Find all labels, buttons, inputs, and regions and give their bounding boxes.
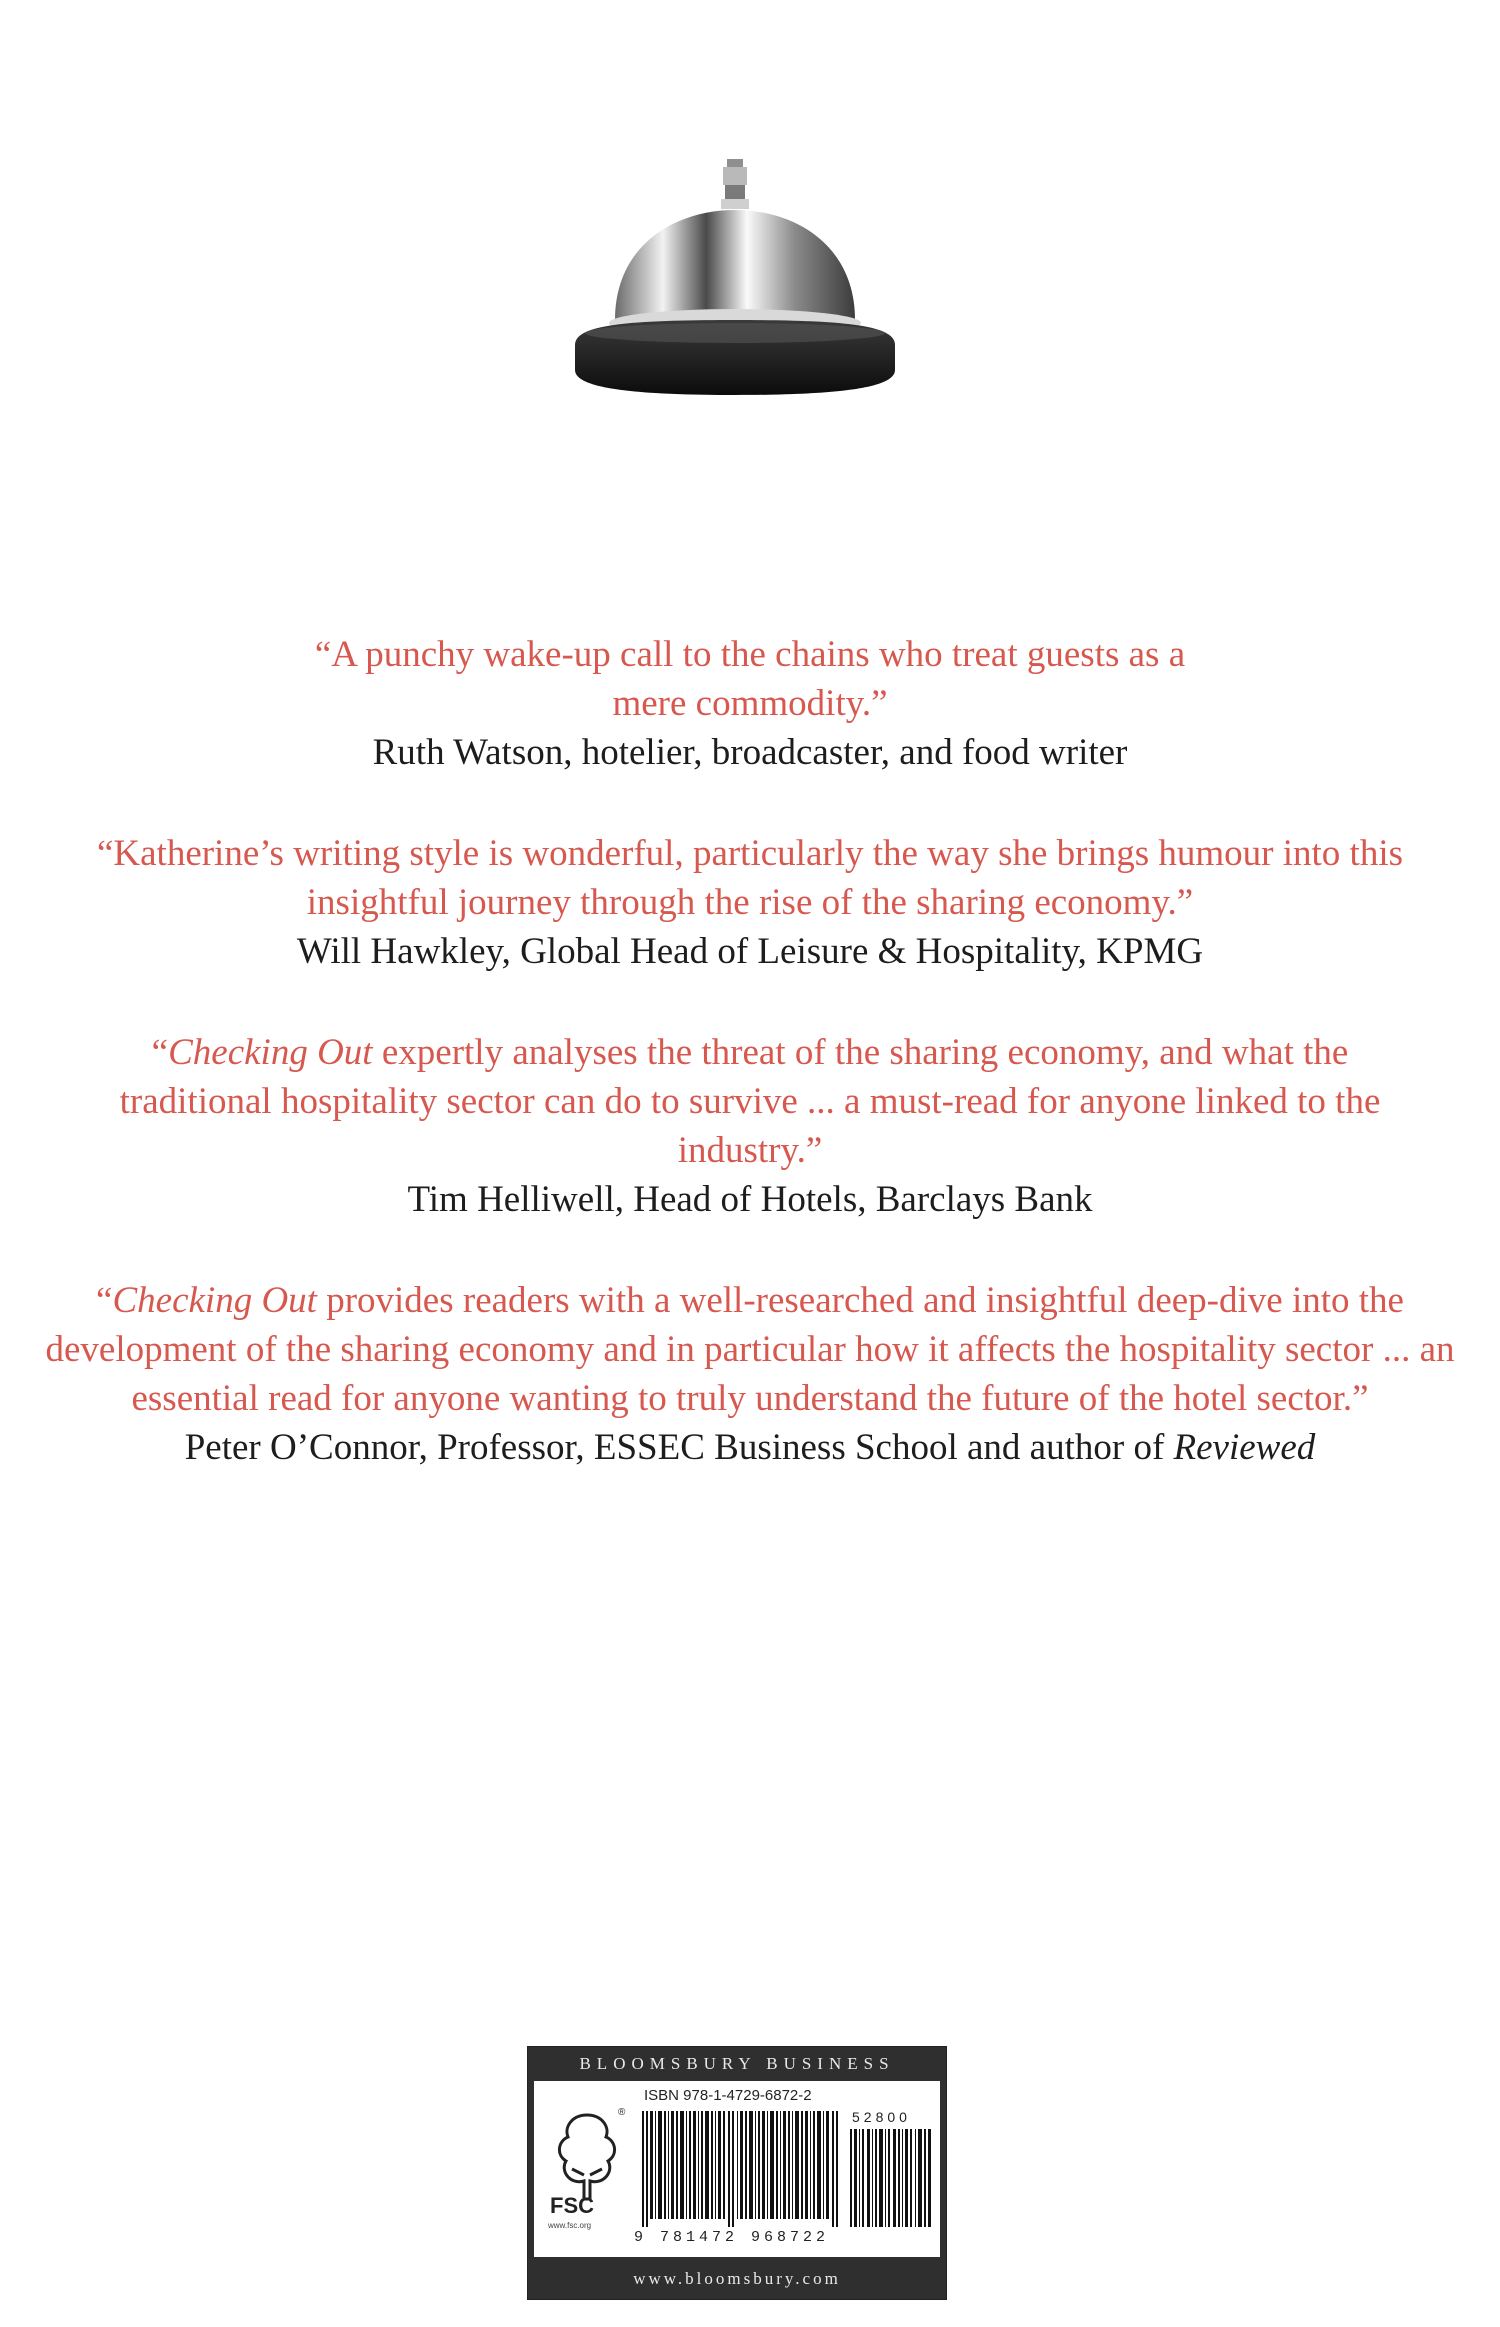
endorsement-1: [40, 630, 1460, 777]
quote-author: Tim Helliwell, Head of Hotels, Barclays Bank: [407, 1179, 1093, 1220]
barcode-area: [534, 2081, 940, 2257]
quote-open-mark: “: [96, 1280, 113, 1321]
fsc-label: FSC: [550, 2193, 594, 2218]
price-code: 52800: [852, 2109, 911, 2125]
barcode-panel: [527, 2046, 947, 2300]
book-title: Checking Out: [168, 1032, 373, 1073]
endorsement-3: [40, 1028, 1460, 1224]
svg-text:®: ®: [618, 2107, 626, 2118]
author-main: Peter O’Connor, Professor, ESSEC Business School and author of: [184, 1427, 1174, 1468]
quote-text: [40, 1276, 1460, 1423]
price-barcode: [850, 2129, 934, 2227]
author-book-title: Reviewed: [1173, 1427, 1316, 1468]
quote-body: expertly analyses the threat of the sharing economy, and what the traditional hospitality sector can do to survive ... a must-read for anyone linked to the industry.”: [119, 1032, 1381, 1171]
barcode-digits: 9 781472 968722: [634, 2229, 830, 2246]
quote-text: “A punchy wake-up call to the chains who treat guests as a mere commodity.”: [314, 634, 1186, 724]
quote-author: Ruth Watson, hotelier, broadcaster, and food writer: [372, 732, 1128, 773]
isbn-number: ISBN 978-1-4729-6872-2: [644, 2087, 812, 2104]
ean-barcode: [642, 2111, 842, 2227]
service-bell-image: [565, 155, 905, 415]
fsc-url: www.fsc.org: [548, 2221, 592, 2230]
quote-author: [40, 1423, 1460, 1472]
endorsements: [40, 630, 1460, 1524]
quote-open-mark: “: [151, 1032, 169, 1073]
publisher-imprint: BLOOMSBURY BUSINESS: [579, 2054, 895, 2073]
endorsement-2: [40, 829, 1460, 976]
quote-body: provides readers with a well-researched and insightful deep-dive into the development of the sharing economy and in particular how it affects the hospitality sector ... an essential read for anyone wanting to truly understand the future of the hotel sector.”: [45, 1280, 1455, 1419]
quote-text: “Katherine’s writing style is wonderful, particularly the way she brings humour into this insightful journey through the rise of the sharing economy.”: [96, 833, 1404, 923]
quote-author: Will Hawkley, Global Head of Leisure & Hospitality, KPMG: [296, 931, 1204, 972]
quote-text: [40, 1028, 1460, 1175]
publisher-website: www.bloomsbury.com: [633, 2269, 841, 2288]
book-title: Checking Out: [112, 1280, 317, 1321]
endorsement-4: [40, 1276, 1460, 1472]
